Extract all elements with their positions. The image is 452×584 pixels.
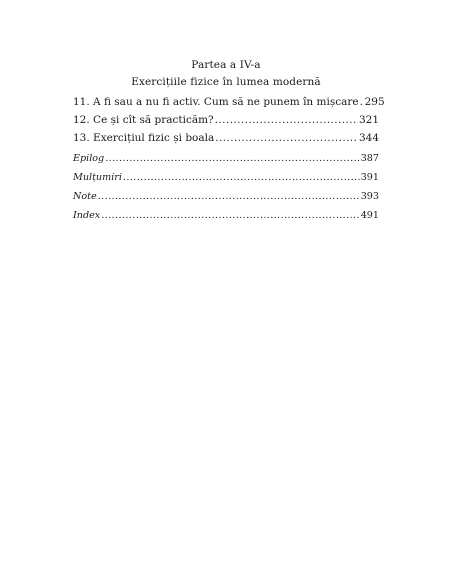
part-title: Partea a IV-a xyxy=(191,59,261,71)
dot-leader xyxy=(98,191,360,202)
toc-entry-acknowledgements[interactable] xyxy=(73,172,379,191)
toc-entry-page: 295 xyxy=(364,96,385,108)
toc-entry-index[interactable] xyxy=(73,210,379,229)
toc-entry-page: 393 xyxy=(360,191,379,202)
dot-leader xyxy=(123,172,360,183)
toc-entry-notes[interactable] xyxy=(73,191,379,210)
toc-entry-title: Note xyxy=(73,191,97,202)
toc-entry-page: 321 xyxy=(358,114,379,126)
toc-entry-title: Index xyxy=(73,210,101,221)
toc-entry-page: 391 xyxy=(360,172,379,183)
toc-entry-title: 13. Exercițiul fizic și boala xyxy=(73,132,215,144)
dot-leader xyxy=(215,114,358,126)
toc-entry-chapter-13[interactable] xyxy=(73,132,379,150)
toc-entry-chapter-12[interactable] xyxy=(73,114,379,132)
dot-leader xyxy=(105,153,359,164)
dot-leader xyxy=(360,96,364,108)
toc-chapter-list xyxy=(73,96,385,150)
part-subtitle: Exercițiile fizice în lumea modernă xyxy=(131,76,321,88)
toc-entry-epilog[interactable] xyxy=(73,153,379,172)
toc-entry-title: 12. Ce și cît să practicăm? xyxy=(73,114,214,126)
toc-entry-page: 491 xyxy=(360,210,379,221)
toc-entry-chapter-11[interactable] xyxy=(73,96,385,114)
toc-entry-title: Mulțumiri xyxy=(73,172,122,183)
toc-entry-page: 387 xyxy=(360,153,379,164)
toc-entry-title: Epilog xyxy=(73,153,105,164)
dot-leader xyxy=(215,132,358,144)
dot-leader xyxy=(101,210,359,221)
toc-backmatter-list xyxy=(73,153,379,229)
toc-entry-page: 344 xyxy=(358,132,379,144)
toc-entry-title: 11. A fi sau a nu fi activ. Cum să ne punem în mișcare xyxy=(73,96,359,108)
